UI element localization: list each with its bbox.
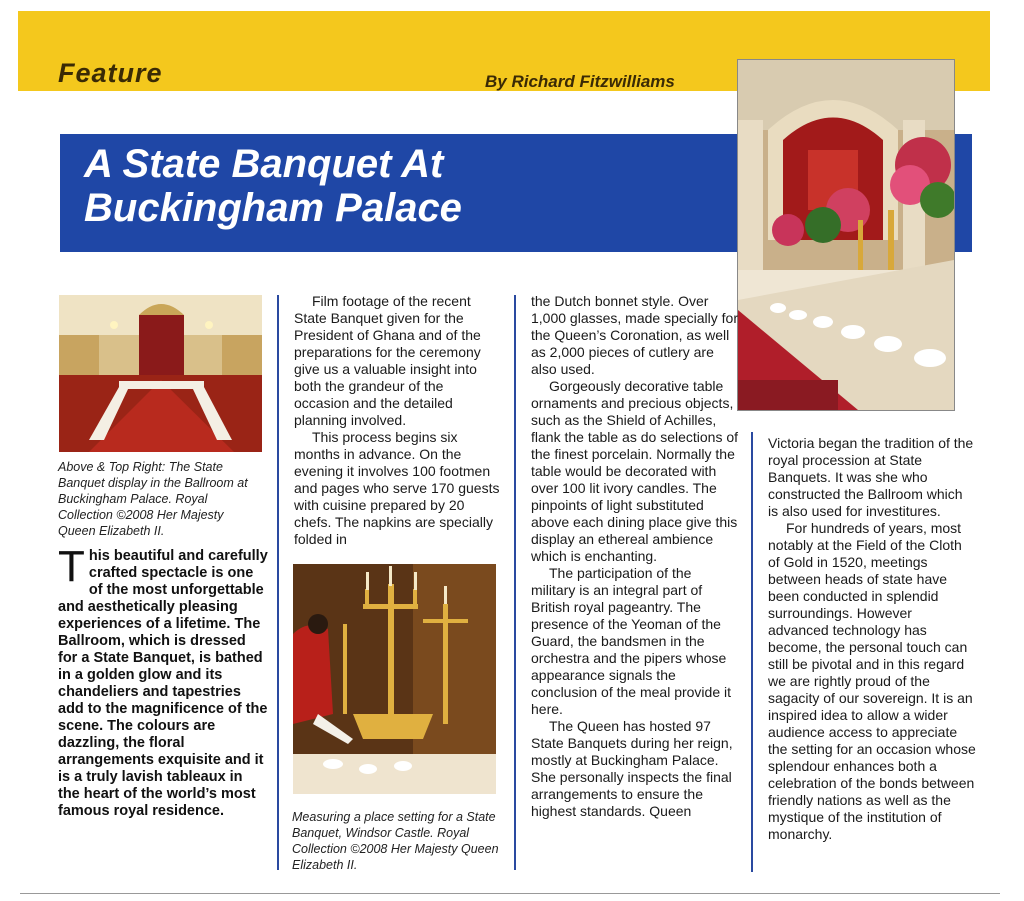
- drop-cap: T: [58, 542, 85, 591]
- article-title: [84, 142, 462, 230]
- title-line-1: A State Banquet At: [84, 142, 444, 186]
- title-line-2: Buckingham Palace: [84, 186, 462, 230]
- author-byline: By Richard Fitzwilliams: [485, 72, 675, 91]
- paragraph: Victoria began the tradition of the royal procession at State Banquets. It was she who constructed the Ballroom which is also used for investitures.: [768, 435, 974, 519]
- column-rule-1: [277, 295, 279, 870]
- banquet-table-photo: [737, 59, 955, 411]
- ballroom-caption: Above & Top Right: The State Banquet display in the Ballroom at Buckingham Palace. Royal Collection ©2008 Her Majesty Queen Elizabeth II.: [58, 460, 248, 538]
- paragraph: The Queen has hosted 97 State Banquets during her reign, mostly at Buckingham Palace. She personally inspects the final arrangements to ensure the highest standards. Queen: [531, 718, 733, 819]
- place-setting-photo: [293, 564, 496, 794]
- place-setting-caption: Measuring a place setting for a State Banquet, Windsor Castle. Royal Collection ©2008 Her Majesty Queen Elizabeth II.: [292, 810, 499, 872]
- paragraph: This process begins six months in advance. On the evening it involves 100 footmen and pages who serve 170 guests with cuisine prepared by 20 chefs. The napkins are specially folded in: [294, 429, 500, 547]
- paragraph: the Dutch bonnet style. Over 1,000 glasses, made specially for the Queen’s Coronation, as well as 2,000 pieces of cutlery are also used.: [531, 293, 738, 377]
- column-rule-2: [514, 295, 516, 870]
- page-bottom-rule: [20, 893, 1000, 894]
- paragraph: Gorgeously decorative table ornaments and precious objects, such as the Shield of Achilles, flank the table as do selections of the finest porcelain. Normally the table would be decorated with over 100 lit ivory candles. The pinpoints of light substituted above each dining place give this display an ethereal ambience which is enchanting.: [531, 378, 739, 564]
- paragraph: The participation of the military is an integral part of British royal pageantry. The presence of the Yeoman of the Guard, the bandsmen in the orchestra and the pipers whose appearance signals the conclusion of the meal provide it here.: [531, 565, 731, 717]
- ballroom-photo: [59, 295, 262, 452]
- lead-text: his beautiful and carefully crafted spectacle is one of the most unforgettable and aesthetically pleasing experiences of a lifetime. The Ballroom, which is dressed for a State Banquet, is bathed in a golden glow and its chandeliers and tapestries add to the magnificence of the scene. The colours are dazzling, the floral arrangements exquisite and it is a truly lavish tableaux in the heart of the world’s most famous royal residence.: [58, 548, 268, 819]
- lead-paragraph: [58, 542, 268, 820]
- paragraph: Film footage of the recent State Banquet given for the President of Ghana and of the preparations for the ceremony give us a valuable insight into both the grandeur of the occasion and the detailed planning involved.: [294, 293, 481, 428]
- body-column-1: [294, 293, 500, 548]
- section-label: Feature: [58, 58, 163, 88]
- paragraph: For hundreds of years, most notably at the Field of the Cloth of Gold in 1520, meetings between heads of state have been conducted in splendid surroundings. However advanced technology has become, the personal touch can still be pivotal and in this regard we are rightly proud of the sagacity of our sovereign. It is an inspired idea to allow a wider audience access to appreciate the setting for an occasion whose splendour enhances both a celebration of the bonds between friendly nations as well as the mystique of the institution of monarchy.: [768, 520, 976, 842]
- body-column-2: [531, 293, 739, 820]
- column-rule-3: [751, 432, 753, 872]
- body-column-3: [768, 435, 976, 843]
